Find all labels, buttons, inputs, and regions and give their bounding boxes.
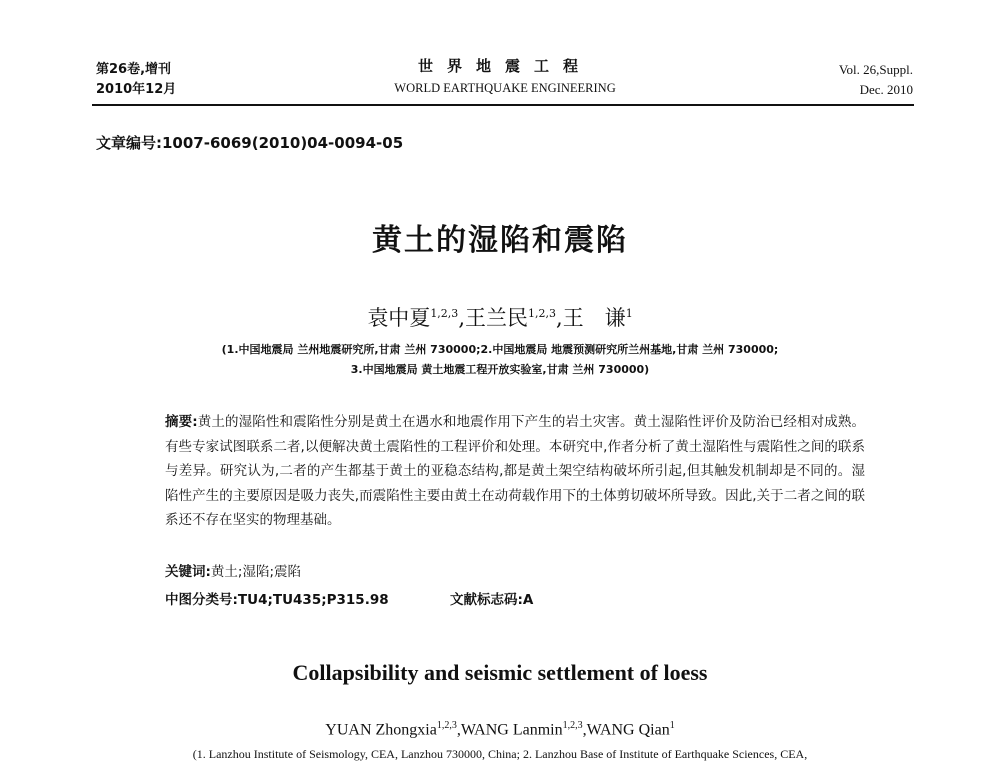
document-code [450, 588, 533, 608]
doc-code-label: 文献标志码: [450, 592, 523, 608]
abstract-label: 摘要: [165, 414, 198, 430]
doc-code-text: A [522, 592, 534, 608]
title-cn: 黄土的湿陷和震陷 [372, 223, 628, 258]
affiliation-en: (1. Lanzhou Institute of Seismology, CEA, Lanzhou 730000, China; 2. Lanzhou Base of Institute of Earthquake Sciences, CEA, [192, 747, 808, 761]
author-en-1-affil: 1,2,3 [436, 720, 457, 731]
author-en-3: WANG Qian [586, 721, 670, 739]
clc-label: 中图分类号: [165, 592, 238, 608]
author-en-2: WANG Lanmin [460, 721, 563, 739]
author-en-sep: , [582, 721, 587, 739]
header-divider [92, 104, 914, 106]
author-cn-3: 王 谦 [562, 306, 626, 330]
author-en-sep: , [456, 721, 461, 739]
abstract-text: 黄土的湿陷性和震陷性分别是黄土在遇水和地震作用下产生的岩土灾害。黄土湿陷性评价及防治已经相对成熟。有些专家试图联系二者,以便解决黄土震陷性的工程评价和处理。本研究中,作者分析了黄土湿陷性与震陷性之间的联系与差异。研究认为,二者的产生都基于黄土的亚稳态结构,都是黄土架空结构破坏所引起,但其触发机制却是不同的。湿陷性产生的主要原因是吸力丧失,而震陷性主要由黄土在动荷载作用下的土体剪切破坏所导致。因此,关于二者之间的联系还不存在坚实的物理基础。 [165, 414, 865, 528]
abstract-cn [165, 410, 865, 533]
authors-en [0, 720, 1000, 739]
author-cn-2: 王兰民 [465, 306, 528, 330]
keywords-text: 黄土;湿陷;震陷 [210, 564, 302, 580]
header-volume-cn [96, 60, 176, 100]
keywords-label: 关键词: [165, 564, 211, 580]
title-en: Collapsibility and seismic settlement of loess [292, 660, 708, 685]
authors-cn [0, 302, 1000, 332]
header-date-en: Dec. 2010 [859, 82, 913, 97]
author-en-3-affil: 1 [669, 720, 675, 731]
author-en-2-affil: 1,2,3 [562, 720, 583, 731]
author-en-1: YUAN Zhongxia [325, 721, 437, 739]
clc-text: TU4;TU435;P315.98 [237, 592, 389, 608]
clc-number [165, 588, 389, 608]
author-cn-3-affil: 1 [625, 307, 633, 320]
journal-masthead [360, 55, 650, 96]
affiliation-cn-line: 3.中国地震局 黄土地震工程开放实验室,甘肃 兰州 730000) [350, 363, 650, 376]
header-volume-en [839, 60, 913, 100]
author-cn-1: 袁中夏 [367, 306, 431, 330]
journal-name-cn: 世界地震工程 [417, 57, 592, 75]
journal-name-en: WORLD EARTHQUAKE ENGINEERING [394, 81, 616, 95]
author-cn-2-affil: 1,2,3 [528, 307, 556, 320]
article-number: 文章编号:1007-6069(2010)04-0094-05 [96, 134, 404, 152]
header-volume-en-line: Vol. 26,Suppl. [838, 62, 913, 77]
author-cn-sep: , [458, 306, 465, 330]
author-cn-1-affil: 1,2,3 [430, 307, 459, 320]
header-date-cn: 2010年12月 [96, 82, 177, 97]
affiliations-cn [100, 340, 900, 380]
keywords-cn [165, 560, 301, 580]
header-volume-cn-line: 第26卷,增刊 [96, 62, 172, 77]
affiliation-cn-line: (1.中国地震局 兰州地震研究所,甘肃 兰州 730000;2.中国地震局 地震预测研究所兰州基地,甘肃 兰州 730000; [221, 343, 779, 356]
author-cn-sep: , [556, 306, 563, 330]
